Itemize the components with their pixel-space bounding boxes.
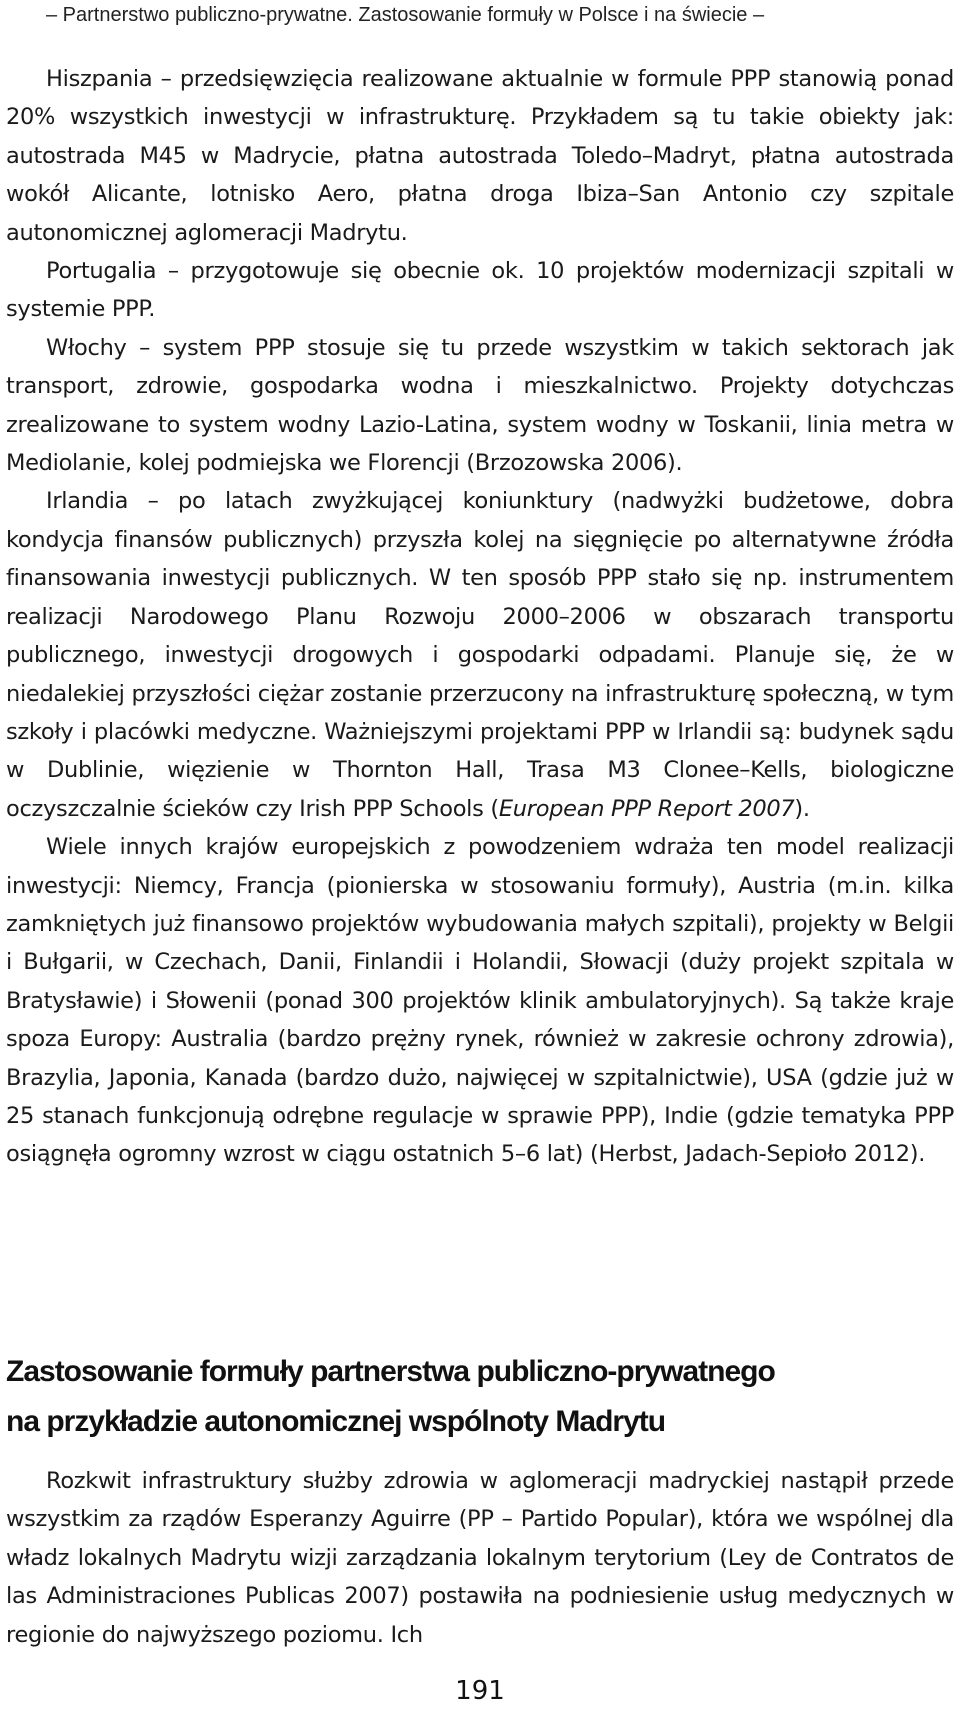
- citation-italic: European PPP Report 2007: [498, 795, 795, 822]
- section-body: [0, 1462, 960, 1654]
- section-heading-line-2: na przykładzie autonomicznej wspólnoty Madrytu: [6, 1405, 666, 1438]
- paragraph-italy: Włochy – system PPP stosuje się tu przede wszystkim w takich sektorach jak transport, zdrowie, gospodarka wodna i mieszkalnictwo. Projekty dotychczas zrealizowane to system wodny Lazio-Latina, system wodny w Toskanii, linia metra w Mediolanie, kolej podmiejska we Florencji (Brzozowska 2006).: [6, 334, 954, 477]
- paragraph-ireland-text: Irlandia – po latach zwyżkującej koniunktury (nadwyżki budżetowe, dobra kondycja finansów publicznych) przyszła kolej na sięgnięcie po alternatywne źródła finansowania inwestycji publicznych. W ten sposób PPP stało się np. instrumentem realizacji Narodowego Planu Rozwoju 2000–2006 w obszarach transportu publicznego, inwestycji drogowych i gospodarki odpadami. Planuje się, że w niedalekiej przyszłości ciężar zostanie przerzucony na infrastrukturę społeczną, w tym szkoły i placówki medyczne. Ważniejszymi projektami PPP w Irlandii są: budynek sądu w Dublinie, więzienie w Thornton Hall, Trasa M3 Clonee–Kells, biologiczne oczyszczalnie ścieków czy Irish PPP Schools (: [6, 488, 954, 822]
- paragraph-portugal: Portugalia – przygotowuje się obecnie ok. 10 projektów modernizacji szpitali w systemie PPP.: [6, 258, 954, 323]
- paragraph-madrid: Rozkwit infrastruktury służby zdrowia w aglomeracji madryckiej nastąpił przede wszystkim za rządów Esperanzy Aguirre (PP – Partido Popular), która we wspólnej dla władz lokalnych Madrytu wizji zarządzania lokalnym terytorium (Ley de Contratos de las Administraciones Publicas 2007) postawiła na podniesienie usług medycznych w regionie do najwyższego poziomu. Ich: [6, 1468, 954, 1648]
- body-text: [0, 60, 960, 1174]
- section-heading-line-1: Zastosowanie formuły partnerstwa publiczno-prywatnego: [6, 1355, 775, 1388]
- paragraph-ireland: [6, 482, 954, 828]
- page-number: 191: [455, 1676, 505, 1706]
- running-header: – Partnerstwo publiczno-prywatne. Zastosowanie formuły w Polsce i na świecie –: [46, 4, 765, 26]
- paragraph-spain: Hiszpania – przedsięwzięcia realizowane aktualnie w formule PPP stanowią ponad 20% wszystkich inwestycji w infrastrukturę. Przykładem są tu takie obiekty jak: autostrada M45 w Madrycie, płatna autostrada Toledo–Madryt, płatna autostrada wokół Alicante, lotnisko Aero, płatna droga Ibiza–San Antonio czy szpitale autonomicznej aglomeracji Madrytu.: [6, 66, 954, 246]
- section-heading: [6, 1347, 906, 1447]
- paragraph-other-countries: Wiele innych krajów europejskich z powodzeniem wdraża ten model realizacji inwestycji: Niemcy, Francja (pionierska w stosowaniu formuły), Austria (m.in. kilka zamkniętych już finansowo projektów wybudowania małych szpitali), projekty w Belgii i Bułgarii, w Czechach, Danii, Finlandii i Holandii, Słowacji (duży projekt szpitala w Bratysławie) i Słowenii (ponad 300 projektów klinik ambulatoryjnych). Są także kraje spoza Europy: Australia (bardzo prężny rynek, również w zakresie ochrony zdrowia), Brazylia, Japonia, Kanada (bardzo dużo, najwięcej w szpitalnictwie), USA (gdzie już w 25 stanach funkcjonują odrębne regulacje w sprawie PPP), Indie (gdzie tematyka PPP osiągnęła ogromny wzrost w ciągu ostatnich 5–6 lat) (Herbst, Jadach-Sepioło 2012).: [6, 834, 954, 1168]
- citation-close: ).: [794, 795, 810, 822]
